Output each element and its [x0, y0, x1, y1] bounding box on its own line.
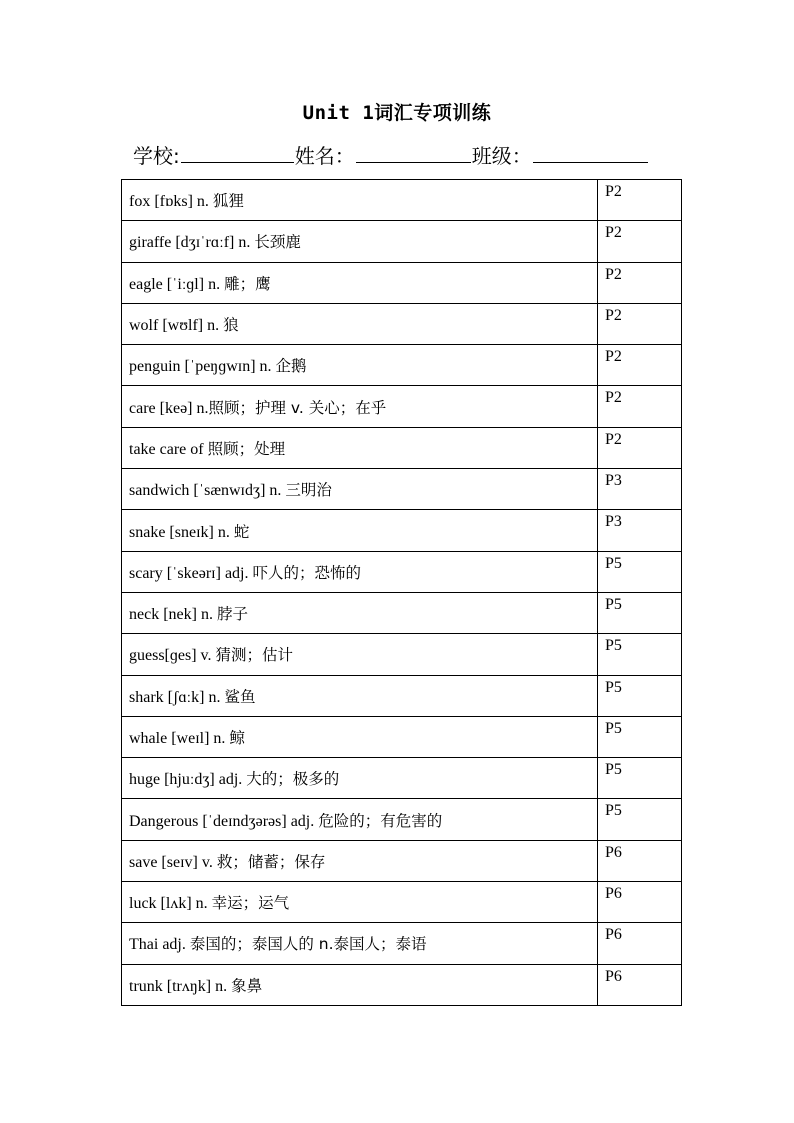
page-title: Unit 1词汇专项训练 [302, 102, 492, 124]
vocab-english: take care of [129, 440, 208, 458]
vocab-page-cell: P2 [598, 386, 682, 427]
class-label: 班级： [471, 144, 532, 168]
vocab-chinese: 象鼻 [231, 976, 263, 995]
vocab-entry-cell [122, 469, 598, 510]
vocab-page-cell: P5 [598, 634, 682, 675]
table-row [122, 592, 682, 633]
vocab-page-cell: P5 [598, 799, 682, 840]
table-row [122, 634, 682, 675]
vocab-page-cell: P2 [598, 427, 682, 468]
vocab-chinese: 危险的；有危害的 [318, 811, 443, 830]
vocab-page-cell: P2 [598, 345, 682, 386]
vocab-entry-cell [122, 716, 598, 757]
vocab-english: wolf [wʊlf] n. [129, 317, 224, 335]
vocab-entry-cell [122, 221, 598, 262]
vocab-english: Thai adj. [129, 936, 190, 954]
vocab-english: snake [sneɪk] n. [129, 523, 234, 541]
vocab-chinese: 鲨鱼 [224, 687, 256, 706]
vocab-chinese: 大的；极多的 [246, 770, 340, 789]
vocab-english: save [seɪv] v. [129, 853, 217, 871]
vocab-chinese: 吓人的；恐怖的 [252, 563, 362, 582]
vocab-english: fox [fɒks] n. [129, 193, 213, 211]
vocab-chinese: 猜测；估计 [215, 646, 294, 665]
vocab-english: eagle [ˈiːɡl] n. [129, 275, 225, 293]
vocab-page-cell: P2 [598, 180, 682, 221]
vocab-chinese: 鲸 [229, 729, 245, 747]
vocab-entry-cell [122, 303, 598, 344]
vocab-english: whale [weɪl] n. [129, 730, 230, 747]
table-row [122, 345, 682, 386]
vocab-english: Dangerous [ˈdeɪndʒərəs] adj. [129, 812, 319, 830]
vocab-page-cell: P5 [598, 716, 682, 757]
vocab-page-cell: P6 [598, 923, 682, 964]
vocab-page-cell: P6 [598, 840, 682, 881]
vocab-english: scary [ˈskeərɪ] adj. [129, 564, 253, 582]
vocab-entry-cell [122, 923, 598, 964]
student-info-line [133, 140, 649, 169]
vocab-chinese: 狐狸 [212, 192, 244, 211]
vocab-page-cell: P5 [598, 758, 682, 799]
vocab-page-cell: P5 [598, 551, 682, 592]
table-row [122, 882, 682, 923]
table-row [122, 386, 682, 427]
vocab-page-cell: P2 [598, 262, 682, 303]
vocab-entry-cell [122, 345, 598, 386]
vocab-page-cell: P6 [598, 964, 682, 1005]
vocab-chinese: 长颈鹿 [254, 233, 301, 252]
school-label: 学校: [133, 144, 180, 168]
vocab-english: huge [hjuːdʒ] adj. [129, 771, 247, 789]
vocab-chinese: 泰国的；泰国人的 n.泰国人；泰语 [189, 935, 427, 954]
table-row [122, 799, 682, 840]
vocab-english: trunk [trʌŋk] n. [129, 977, 232, 995]
vocab-english: luck [lʌk] n. [129, 895, 212, 913]
vocab-english: giraffe [dʒɪˈrɑːf] n. [129, 234, 255, 252]
vocabulary-table [121, 179, 682, 1006]
vocab-chinese: 照顾；处理 [207, 439, 286, 458]
table-row [122, 923, 682, 964]
vocab-page-cell: P5 [598, 675, 682, 716]
table-row [122, 427, 682, 468]
vocab-entry-cell [122, 592, 598, 633]
vocab-entry-cell [122, 551, 598, 592]
vocab-chinese: 照顾；护理 v. 关心；在乎 [208, 398, 387, 417]
vocab-chinese: 救；储蓄；保存 [216, 852, 326, 871]
vocab-entry-cell [122, 675, 598, 716]
name-label: 姓名： [294, 144, 355, 168]
table-row [122, 303, 682, 344]
vocab-page-cell: P3 [598, 469, 682, 510]
vocab-entry-cell [122, 882, 598, 923]
vocab-chinese: 狼 [223, 316, 239, 335]
vocab-page-cell: P6 [598, 882, 682, 923]
vocab-entry-cell [122, 758, 598, 799]
vocab-chinese: 雕；鹰 [224, 274, 271, 293]
class-blank[interactable] [533, 161, 648, 163]
vocab-chinese: 脖子 [216, 605, 248, 624]
table-row [122, 551, 682, 592]
vocab-page-cell: P3 [598, 510, 682, 551]
vocab-entry-cell [122, 262, 598, 303]
vocab-chinese: 企鹅 [275, 357, 307, 376]
vocab-english: sandwich [ˈsænwɪdʒ] n. [129, 482, 286, 500]
table-row [122, 964, 682, 1005]
vocab-entry-cell [122, 634, 598, 675]
vocab-chinese: 三明治 [285, 481, 332, 500]
vocab-page-cell: P5 [598, 592, 682, 633]
table-row [122, 716, 682, 757]
vocab-english: penguin [ˈpeŋɡwɪn] n. [129, 358, 276, 376]
vocab-chinese: 幸运；运气 [211, 894, 290, 913]
vocab-english: guess[ɡes] v. [129, 647, 216, 665]
vocab-entry-cell [122, 840, 598, 881]
school-blank[interactable] [181, 161, 294, 163]
vocab-english: neck [nek] n. [129, 606, 217, 624]
table-row [122, 221, 682, 262]
table-row [122, 180, 682, 221]
table-row [122, 675, 682, 716]
name-blank[interactable] [356, 161, 471, 163]
vocab-entry-cell [122, 964, 598, 1005]
vocab-entry-cell [122, 510, 598, 551]
table-row [122, 758, 682, 799]
vocab-english: care [keə] n. [129, 399, 209, 417]
vocab-page-cell: P2 [598, 303, 682, 344]
table-row [122, 840, 682, 881]
vocab-entry-cell [122, 427, 598, 468]
vocab-page-cell: P2 [598, 221, 682, 262]
vocab-entry-cell [122, 799, 598, 840]
table-row [122, 510, 682, 551]
vocab-entry-cell [122, 180, 598, 221]
vocab-entry-cell [122, 386, 598, 427]
table-row [122, 262, 682, 303]
vocab-chinese: 蛇 [233, 522, 250, 541]
vocab-english: shark [ʃɑːk] n. [129, 688, 225, 706]
table-row [122, 469, 682, 510]
